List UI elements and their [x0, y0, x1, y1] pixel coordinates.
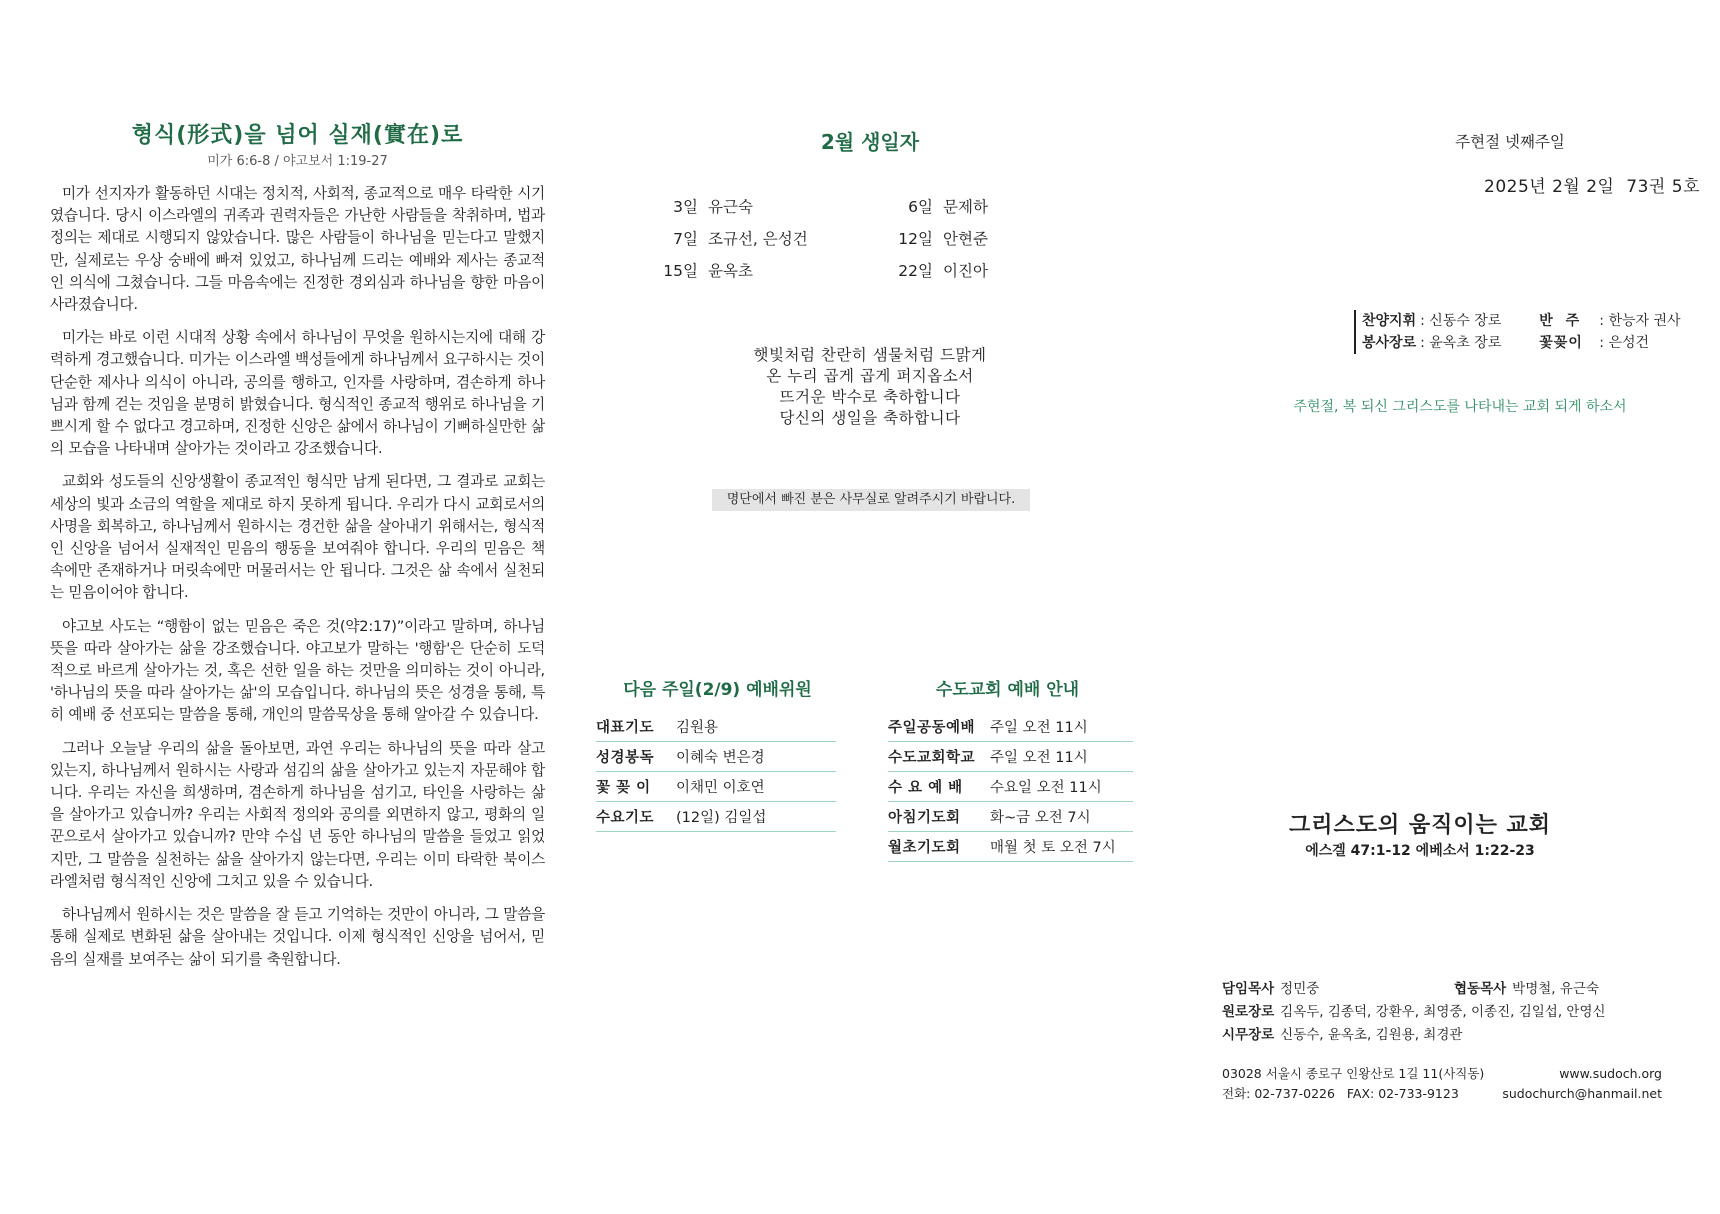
church-verse: 에스겔 47:1-12 에베소서 1:22-23: [1305, 843, 1535, 859]
next-week-row: [596, 742, 836, 772]
issue-date: 2025년 2월 2일: [1484, 177, 1615, 197]
next-week-label: 대표기도: [596, 720, 655, 736]
ministers-row: [1222, 978, 1682, 1001]
worship-row: [888, 742, 1133, 772]
worship-time: 주일 오전 11시: [990, 750, 1088, 766]
birthday-entry: [895, 195, 1060, 217]
church-motto: 주현절, 복 되신 그리스도를 나타내는 교회 되게 하소서: [1293, 399, 1627, 415]
birthday-poem: [700, 345, 1040, 429]
worship-time: 수요일 오전 11시: [990, 780, 1102, 796]
next-week-label: 꽃 꽂 이: [596, 780, 651, 796]
staff-label: 꽃꽂이: [1539, 335, 1583, 351]
birthday-names: 안현준: [943, 230, 988, 248]
church-phone: 전화: 02-737-0226 FAX: 02-733-9123: [1222, 1086, 1459, 1101]
birthday-entry: [660, 259, 895, 281]
service-staff: [1354, 310, 1681, 354]
worship-row: [888, 712, 1133, 742]
birthday-day: 15일: [663, 262, 698, 280]
next-week-value: 이채민 이호연: [676, 780, 765, 796]
birthday-names: 유근숙: [708, 198, 753, 216]
minister-name: 박명철, 유근숙: [1512, 981, 1600, 997]
birthday-names: 조규선, 은성건: [708, 230, 808, 248]
sermon-paragraph: 야고보 사도는 “행함이 없는 믿음은 죽은 것(약2:17)”이라고 말하며, 하나님 뜻을 따라 살아가는 삶을 강조했습니다. 야고보가 말하는 '행함'은 단순히 도덕적으로 바르게 살아가는 것, 혹은 선한 일을 하는 것만을 의미하는 것이 아니라, '하나님의 뜻을 따라 살아가는 삶'의 모습입니다. 하나님의 뜻은 성경을 통해, 특히 예배 중 선포되는 말씀을 통해, 개인의 말씀묵상을 통해 알아갈 수 있습니다.: [50, 617, 545, 724]
poem-line: 뜨거운 박수로 축하합니다: [779, 388, 961, 406]
birthday-names: 윤옥초: [708, 262, 753, 280]
church-email[interactable]: sudochurch@hanmail.net: [1502, 1086, 1662, 1101]
next-week-label: 성경봉독: [596, 750, 655, 766]
church-website[interactable]: www.sudoch.org: [1559, 1066, 1662, 1081]
worship-label: 월초기도회: [888, 840, 961, 856]
minister-label: 담임목사: [1222, 981, 1275, 997]
minister-name: 김옥두, 김종덕, 강환우, 최영중, 이종진, 김일섭, 안영신: [1280, 1004, 1606, 1020]
staff-label: 봉사장로: [1362, 335, 1417, 351]
sermon-paragraph: 교회와 성도들의 신앙생활이 종교적인 형식만 남게 된다면, 그 결과로 교회는 세상의 빛과 소금의 역할을 제대로 하지 못하게 됩니다. 우리가 다시 교회로서의 사명을 회복하고, 하나님께서 원하시는 경건한 삶을 살아내기 위해서는, 형식적인 신앙을 넘어서 실재적인 믿음의 행동을 보여줘야 합니다. 우리의 믿음은 책 속에만 존재하거나 머릿속에만 머물러서는 안 됩니다. 그것은 삶 속에서 실천되는 믿음이어야 합니다.: [50, 473, 545, 602]
worship-time: 매월 첫 토 오전 7시: [990, 840, 1116, 856]
next-week-value: (12일) 김일섭: [676, 810, 767, 826]
ministers-row: [1222, 1024, 1682, 1047]
birthday-title: 2월 생일자: [820, 130, 920, 154]
sermon-paragraph: 미가 선지자가 활동하던 시대는 정치적, 사회적, 종교적으로 매우 타락한 시기였습니다. 당시 이스라엘의 귀족과 권력자들은 가난한 사람들을 착취하며, 법과 정의는 제대로 시행되지 않았습니다. 많은 사람들이 하나님을 믿는다고 말했지만, 실제로는 우상 숭배에 빠져 있었고, 하나님께 드리는 예배와 제사는 종교적인 의식에 그쳤습니다. 그들 마음속에는 진정한 경외심과 하나님을 향한 마음이 사라졌습니다.: [50, 185, 545, 314]
worship-label: 주일공동예배: [888, 720, 976, 736]
issue-date-line: [1400, 172, 1700, 197]
minister-name: 신동수, 윤옥초, 김원용, 최경관: [1280, 1027, 1463, 1043]
worship-row: [888, 772, 1133, 802]
staff-name: 윤옥초 장로: [1429, 335, 1502, 351]
sermon-paragraph: 하나님께서 원하시는 것은 말씀을 잘 듣고 기억하는 것만이 아니라, 그 말씀을 통해 실제로 변화된 삶을 살아내는 것입니다. 이제 형식적인 신앙을 넘어서, 믿음의 실재를 보여주는 삶이 되기를 축원합니다.: [50, 906, 545, 968]
poem-line: 온 누리 곱게 곱게 퍼지옵소서: [766, 367, 974, 385]
next-week-row: [596, 712, 836, 742]
birthday-day: 3일: [673, 198, 698, 216]
sermon-paragraph: 그러나 오늘날 우리의 삶을 돌아보면, 과연 우리는 하나님의 뜻을 따라 살고 있는지, 하나님께서 원하시는 사랑과 섬김의 삶을 살아가고 있는지 자문해야 합니다. 우리는 자신을 희생하며, 겸손하게 하나님을 섬기고, 타인을 사랑하는 삶을 살아가고 있습니까? 우리는 사회적 정의와 공의를 외면하지 않고, 평화의 일꾼으로서 살아가고 있습니까? 만약 수십 년 동안 하나님의 말씀을 들었고 읽었지만, 그 말씀을 실천하는 삶을 살아가지 않는다면, 우리는 이미 타락한 북이스라엘처럼 형식적인 신앙에 그치고 있을 수 있습니다.: [50, 739, 545, 890]
poem-line: 당신의 생일을 축하합니다: [779, 409, 961, 427]
ministers-row: [1222, 1001, 1682, 1024]
next-week-value: 김원용: [676, 720, 719, 736]
worship-schedule: [888, 712, 1133, 862]
next-week-value: 이혜숙 변은경: [676, 750, 765, 766]
next-week-title: 다음 주일(2/9) 예배위원: [623, 680, 812, 700]
birthday-day: 6일: [908, 198, 933, 216]
church-address: 03028 서울시 종로구 인왕산로 1길 11(사직동): [1222, 1066, 1485, 1081]
staff-row: 찬양지휘 : 신동수 장로 반 주 : 한능자 권사: [1362, 310, 1681, 332]
worship-row: [888, 802, 1133, 832]
birthday-entry: [660, 195, 895, 217]
minister-label: 협동목사: [1454, 981, 1507, 997]
worship-label: 수 요 예 배: [888, 780, 963, 796]
worship-row: [888, 832, 1133, 862]
minister-name: 정민중: [1280, 981, 1320, 997]
staff-label: 반 주: [1539, 313, 1584, 329]
sermon-section: [50, 118, 545, 982]
issue-volume: 73권 5호: [1626, 177, 1700, 197]
staff-name: 신동수 장로: [1429, 313, 1502, 329]
birthday-entry: [895, 227, 1060, 249]
ministers-list: [1222, 978, 1682, 1047]
worship-title: 수도교회 예배 안내: [935, 680, 1080, 700]
sermon-title: 형식(形式)을 넘어 실재(實在)로: [131, 123, 464, 148]
next-week-list: [596, 712, 836, 832]
next-week-label: 수요기도: [596, 810, 655, 826]
liturgical-season: 주현절 넷째주일: [1455, 133, 1565, 151]
birthday-entry: [660, 227, 895, 249]
next-week-row: [596, 772, 836, 802]
birthday-row: [660, 190, 1060, 222]
birthday-row: [660, 222, 1060, 254]
church-name: 그리스도의 움직이는 교회: [1288, 813, 1552, 838]
birthday-day: 7일: [673, 230, 698, 248]
sermon-reference: 미가 6:6-8 / 야고보서 1:19-27: [207, 154, 388, 169]
birthday-list: [660, 190, 1060, 286]
next-week-row: [596, 802, 836, 832]
birthday-row: [660, 254, 1060, 286]
worship-label: 아침기도회: [888, 810, 961, 826]
staff-label: 찬양지휘: [1362, 313, 1417, 329]
staff-name: 한능자 권사: [1608, 313, 1681, 329]
poem-line: 햇빛처럼 찬란히 샘물처럼 드맑게: [753, 346, 987, 364]
worship-label: 수도교회학교: [888, 750, 976, 766]
birthday-notice: 명단에서 빠진 분은 사무실로 알려주시기 바랍니다.: [712, 489, 1030, 511]
church-contact: [1222, 1064, 1662, 1104]
worship-time: 화~금 오전 7시: [990, 810, 1091, 826]
birthday-day: 12일: [898, 230, 933, 248]
birthday-entry: [895, 259, 1060, 281]
sermon-paragraph: 미가는 바로 이런 시대적 상황 속에서 하나님이 무엇을 원하시는지에 대해 강력하게 경고했습니다. 미가는 이스라엘 백성들에게 하나님께서 요구하시는 것이 단순한 제사나 의식이 아니라, 공의를 행하고, 인자를 사랑하며, 겸손하게 하나님과 함께 걷는 것임을 분명히 밝혔습니다. 형식적인 종교적 행위로 하나님을 기쁘시게 할 수 없다고 경고하며, 진정한 신앙은 삶에서 하나님이 기뻐하실만한 삶의 모습을 나타내며 살아가는 것이라고 강조했습니다.: [50, 329, 545, 458]
birthday-names: 문제하: [943, 198, 988, 216]
staff-name: 은성건: [1608, 335, 1650, 351]
staff-row: 봉사장로 : 윤옥초 장로 꽃꽂이 : 은성건: [1362, 332, 1681, 354]
minister-label: 시무장로: [1222, 1027, 1275, 1043]
minister-label: 원로장로: [1222, 1004, 1275, 1020]
worship-time: 주일 오전 11시: [990, 720, 1088, 736]
birthday-names: 이진아: [943, 262, 988, 280]
birthday-day: 22일: [898, 262, 933, 280]
